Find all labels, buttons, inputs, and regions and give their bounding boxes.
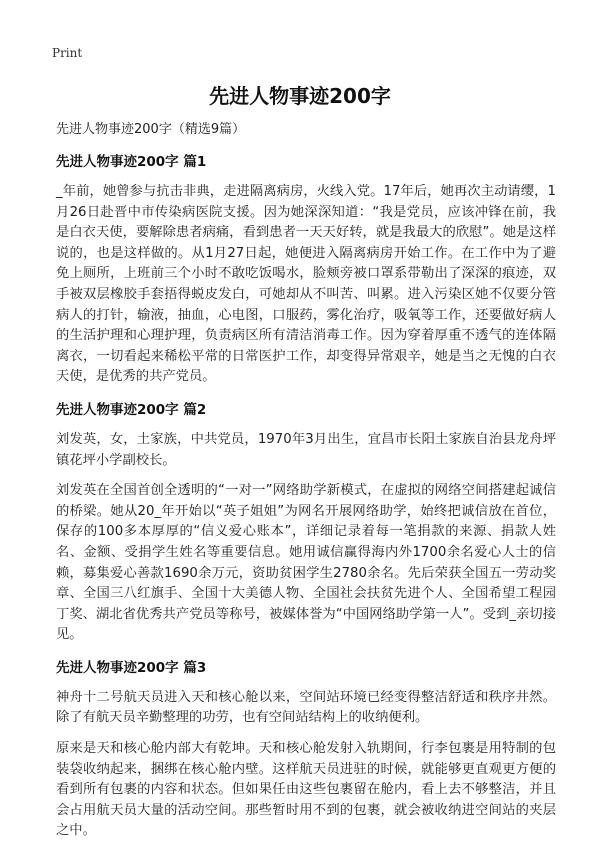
section-heading: 先进人物事迹200字 篇2 (56, 401, 207, 418)
section-heading: 先进人物事迹200字 篇1 (56, 154, 207, 170)
document-body (56, 120, 556, 854)
document-subtitle: 先进人物事迹200字（精选9篇） (56, 122, 246, 137)
page-title: 先进人物事迹200字 (209, 84, 391, 108)
section-1 (56, 152, 556, 388)
print-link[interactable]: Print (52, 46, 83, 60)
paragraph: _年前，她曾参与抗击非典，走进隔离病房，火线入党。17年后，她再次主动请缨，1月26日赴晋中市传染病医院支援。因为她深深知道：“我是党员，应该冲锋在前，我是白衣天使，要解除患者病痛，看到患者一天天好转，就是我最大的欣慰”。她是这样说的，也是这样做的。从1月27日起，她便进入隔离病房开始工作。在工作中为了避免上厕所，上班前三个小时不敢吃饭喝水，脸颊旁被口罩系带勒出了深深的痕迹，双手被双层橡胶手套捂得蜕皮发白，可她却从不叫苦、叫累。进入污染区她不仅要分管病人的打针，输液，抽血，心电图，口服药，雾化治疗，吸氧等工作，还要做好病人的生活护理和心理护理，负责病区所有清洁消毒工作。因为穿着厚重不透气的连体隔离衣，一切看起来稀松平常的日常医护工作，却变得异常艰辛，她是当之无愧的白衣天使，是优秀的共产党员。 (56, 184, 556, 385)
paragraph: 刘发英在全国首创全透明的“一对一”网络助学新模式，在虚拟的网络空间搭建起诚信的桥梁。她从20_年开始以“英子姐姐”为网名开展网络助学，始终把诚信放在首位，保存的100多本厚厚的“信义爱心账本”，详细记录着每一笔捐款的来源、捐款人姓名、金额、受捐学生姓名等重要信息。她用诚信赢得海内外1700余名爱心人士的信赖，募集爱心善款1690余万元，资助贫困学生2780余名。先后荣获全国五一劳动奖章、全国三八红旗手、全国十大美德人物、全国社会扶贫先进个人、全国希望工程园丁奖、湖北省优秀共产党员等称号，被媒体誉为“中国网络助学第一人”。受到_亲切接见。 (56, 483, 556, 643)
paragraph: 刘发英，女，土家族，中共党员，1970年3月出生，宜昌市长阳土家族自治县龙舟坪镇花坪小学副校长。 (56, 431, 556, 468)
paragraph: 神舟十二号航天员进入天和核心舱以来，空间站环境已经变得整洁舒适和秩序井然。除了有航天员辛勤整理的功劳，也有空间站结构上的收纳便利。 (56, 689, 556, 726)
section-heading: 先进人物事迹200字 篇3 (56, 659, 207, 676)
section-2 (56, 400, 556, 646)
paragraph: 原来是天和核心舱内部大有乾坤。天和核心舱发射入轨期间，行李包裹是用特制的包装袋收纳起来，捆绑在核心舱内壁。这样航天员进驻的时候，就能够更直观更方便的看到所有包裹的内容和状态。但如果任由这些包裹留在舱内，看上去不够整洁，并且会占用航天员大量的活动空间。那些暂时用不到的包裹，就会被收纳进空间站的夹层之中。 (56, 741, 556, 839)
section-3 (56, 658, 556, 842)
